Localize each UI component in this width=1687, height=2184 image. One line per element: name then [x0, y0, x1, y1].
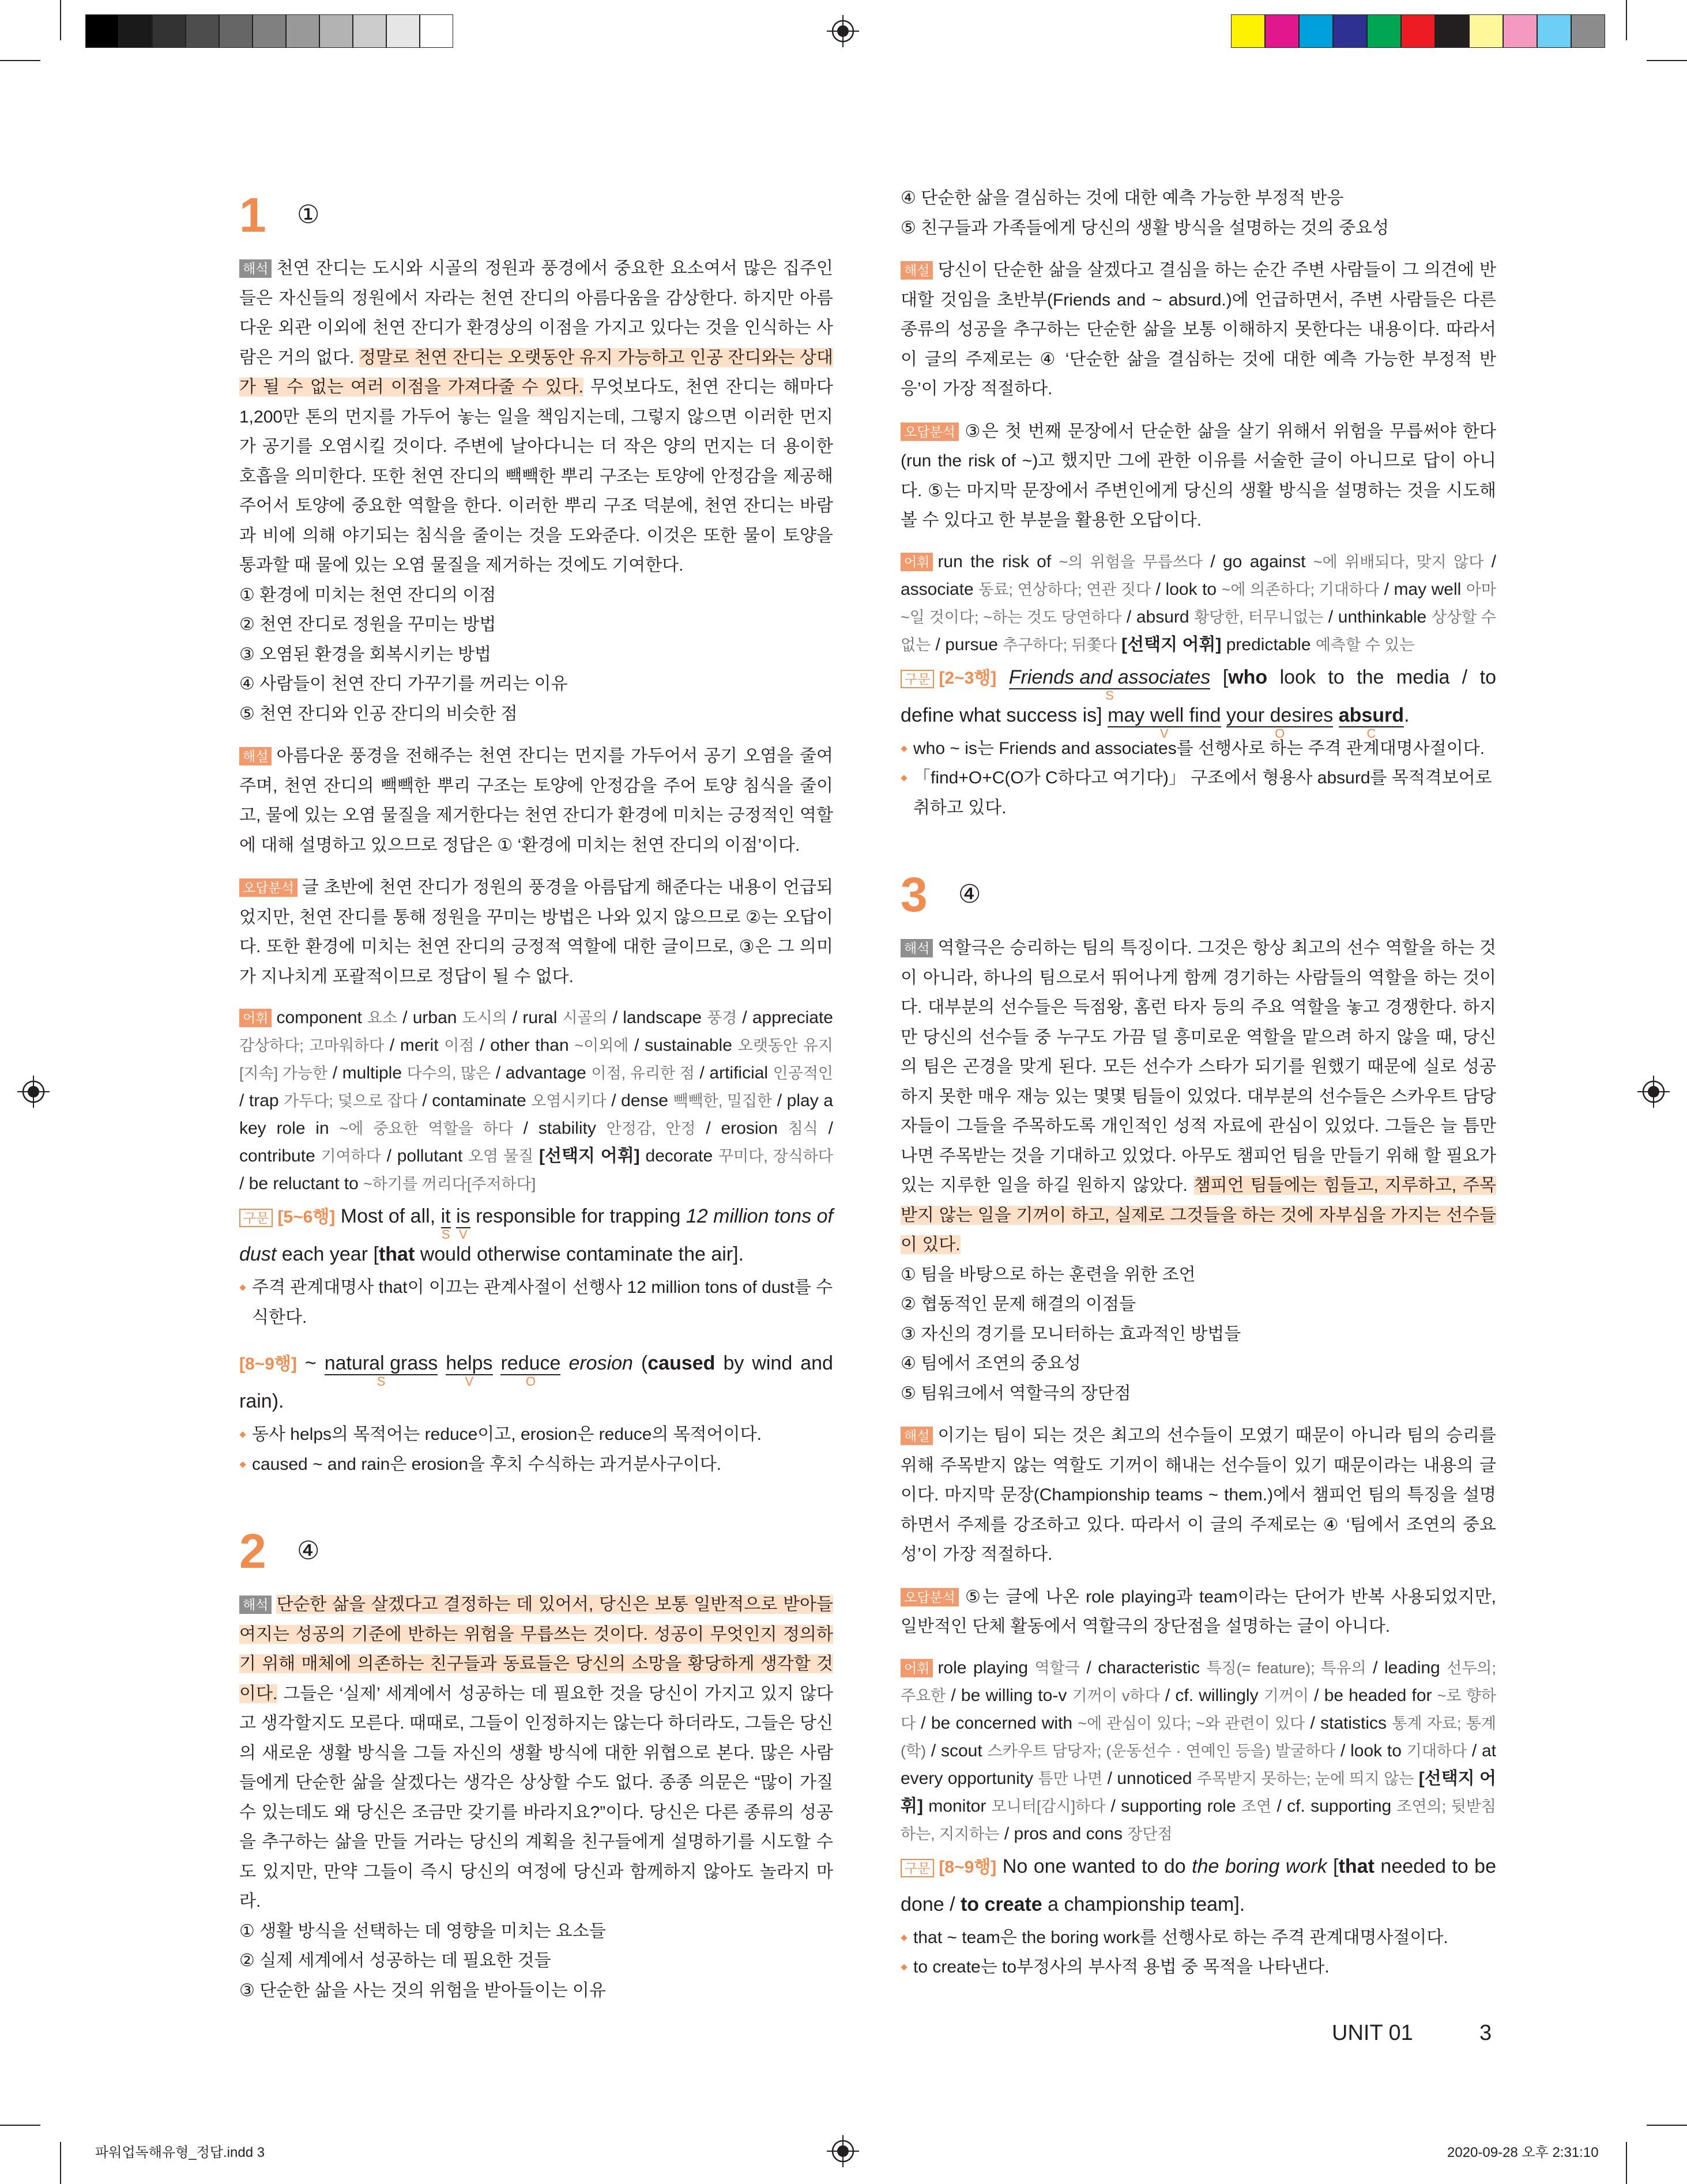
vocab-word: cf. supporting [1287, 1796, 1397, 1816]
wrong-answer-analysis: 오답분석 ⑤는 글에 나온 role playing과 team이라는 단어가 반복 사용되었지만, 일반적인 단체 활동에서 역할극의 장단점을 설명하는 글이 아니다. [901, 1587, 1496, 1636]
vocab-meaning: 스카우트 담당자; (운동선수 · 연예인 등을) 발굴하다 [987, 1742, 1336, 1760]
syntax-analysis: 구문 [8~9행] No one wanted to do the boring work [that needed to be done / to create a championship team]. [901, 1855, 1496, 1915]
translation-paragraph: 해석 천연 잔디는 도시와 시골의 정원과 풍경에서 중요한 요소여서 많은 집주인들은 자신들의 정원에서 자라는 천연 잔디의 아름다움을 감상한다. 하지만 아름다운 외관 이외에 천연 잔디가 환경상의 이점을 가지고 있다는 것을 인식하는 사람은 거의 없다. 정말로 천연 잔디는 오랫동안 유지 가능하고 인공 잔디와는 상대가 될 수 없는 여러 이점을 가져다줄 수 있다. 무엇보다도, 천연 잔디는 해마다 1,200만 톤의 먼지를 가두어 놓는 일을 책임지는데, 그렇지 않으면 이러한 먼지가 공기를 오염시킬 것이다. 주변에 날아다니는 더 작은 양의 먼지는 더 용이한 호흡을 의미한다. 또한 천연 잔디의 빽빽한 뿌리 구조는 토양에 안정감을 제공해 주어서 토양에 중요한 역할을 한다. 이러한 뿌리 구조 덕분에, 천연 잔디는 바람과 비에 의해 야기되는 침식을 줄이는 것을 도와준다. 이것은 또한 물이 토양을 통과할 때 물에 있는 오염 물질을 제거하는 것에도 기여한다. [239, 259, 833, 575]
vocab-word: predictable [1226, 635, 1316, 654]
grayscale-color-bar [85, 14, 453, 48]
slug-timestamp: 2020-09-28 오후 2:31:10 [1447, 2145, 1599, 2160]
question-number: 3 [901, 867, 928, 922]
option-item: ② 실제 세계에서 성공하는 데 필요한 것들 [239, 1951, 551, 1970]
vocab-meaning: 동료; 연상하다; 연관 짓다 [978, 580, 1151, 598]
syntax-note: that ~ team은 the boring work를 선행사로 하는 주격 관계대명사절이다. [901, 1923, 1496, 1953]
vocab-meaning: 기여하다 [321, 1148, 381, 1165]
vocab-meaning: ~에 의존하다; 기대하다 [1221, 580, 1380, 598]
syntax-analysis: 구문 [5~6행] Most of all, it S is V responsible for trapping 12 million tons of dust each year [that would otherwise contaminate the air]. [239, 1205, 833, 1265]
vocab-word: at every opportunity [901, 1741, 1496, 1788]
verb-marker: is V [456, 1205, 470, 1242]
vocab-meaning: 꾸미다, 장식하다 [718, 1148, 833, 1165]
vocab-meaning: ~의 위험을 무릅쓰다 [1059, 553, 1203, 571]
option-list [239, 580, 833, 729]
vocabulary-list: 어휘 run the risk of ~의 위험을 무릅쓰다 / go against ~에 위배되다, 맞지 않다 / associate 동료; 연상하다; 연관 짓다 / look to ~에 의존하다; 기대하다 / may well 아마 ~일 것이다; ~하는 것도 당연하다 / absurd 황당한, 터무니없는 / unthinkable 상상할 수 없는 / pursue 추구하다; 뒤쫓다 [선택지 어휘] predictable 예측할 수 있는 [901, 552, 1497, 654]
subject-marker: natural grass S [324, 1352, 438, 1389]
vocab-word: trap [248, 1091, 284, 1110]
vocab-word: be headed for [1324, 1685, 1437, 1705]
question-1-header [239, 183, 833, 247]
translation-paragraph: 해석 역할극은 승리하는 팀의 특징이다. 그것은 항상 최고의 선수 역할을 하는 것이 아니라, 하나의 팀으로서 뛰어나게 함께 경기하는 사람들의 역할을 하는 것이다. 대부분의 선수들은 득점왕, 홈런 타자 등의 주요 역할을 놓고 경쟁한다. 하지만 당신의 선수들 중 누구도 가끔 덜 흥미로운 역할을 맡으려 하지 않을 때, 당신의 팀은 곤경을 맞게 된다. 모든 선수가 스타가 되기를 원했기 때문에 실로 성공하지 못한 매우 재능 있는 몇몇 팀들이 있었다. 대부분의 선수들은 스카우트 담당자들이 그들을 주목하도록 개인적인 성적 자료에 관심이 있었다. 그들은 늘 틈만 나면 주목받는 것을 기대하고 있었다. 아무도 챔피언 팀을 만들기 위해 할 필요가 있는 지루한 일을 하길 원하지 않았다. 챔피언 팀들에는 힘들고, 지루하고, 주목받지 않는 일을 기꺼이 하고, 실제로 그것들을 하는 것에 자부심을 가지는 선수들이 있다. [901, 938, 1496, 1254]
syntax-note: caused ~ and rain은 erosion을 후치 수식하는 과거분사구이다. [239, 1450, 833, 1480]
vocab-word: be concerned with [931, 1713, 1078, 1733]
vocab-meaning: 기대하다 [1406, 1742, 1467, 1760]
wrong-answer-analysis: 오답분석 ③은 첫 번째 문장에서 단순한 삶을 살기 위해서 위험을 무릅써야 한다(run the risk of ~)고 했지만 그에 관한 이유를 서술한 글이 아니므로 답이 아니다. ⑤는 마지막 문장에서 주변인에게 당신의 생활 방식을 설명하는 것을 시도해 볼 수 있다고 한 부분을 활용한 오답이다. [901, 421, 1496, 530]
syntax-note: 주격 관계대명사 that이 이끄는 관계사절이 선행사 12 million tons of dust를 수식한다. [239, 1273, 833, 1332]
vocab-word: associate [901, 579, 979, 599]
vocab-meaning: 오염 물질 [468, 1148, 534, 1165]
crop-mark [60, 0, 61, 40]
translation-paragraph: 해석 단순한 삶을 살겠다고 결정하는 데 있어서, 당신은 보통 일반적으로 받아들여지는 성공의 기준에 반하는 위험을 무릅쓰는 것이다. 성공이 무엇인지 정의하기 위해 매체에 의존하는 친구들과 동료들은 당신의 소망을 황당하게 생각할 것이다. 그들은 ‘실제’ 세계에서 성공하는 데 필요한 것을 당신이 가지고 있지 않다고 생각할지도 모른다. 때때로, 그들이 인정하지는 않는다 하더라도, 그들은 당신의 새로운 생활 방식을 그들 자신의 생활 방식에 대한 위협으로 본다. 많은 사람들에게 단순한 삶을 살겠다는 생각은 상상할 수도 없다. 종종 의문은 “많이 가질 수 있는데도 왜 당신은 조금만 갖기를 바라지요?”이다. 당신은 다른 종류의 성공을 추구하는 삶을 만들 거라는 당신의 계획을 친구들에게 설명하기를 시도할 수도 있지만, 만약 그들이 즉시 당신의 여정에 당신과 함께하지 않아도 놀라지 마라. [239, 1595, 833, 1911]
vocab-choice-label: [선택지 어휘] [1116, 635, 1226, 654]
subject-marker: it S [440, 1205, 451, 1242]
vocabulary-tag: 어휘 [239, 1009, 272, 1027]
vocab-word: absurd [1136, 607, 1195, 627]
option-list [239, 1917, 833, 2006]
option-item: ③ 오염된 환경을 회복시키는 방법 [239, 644, 491, 664]
explanation-paragraph: 해설 이기는 팀이 되는 것은 최고의 선수들이 모였기 때문이 아니라 팀의 승리를 위해 주목받지 않는 역할도 기꺼이 해내는 선수들이 있기 때문이라는 내용의 글이다. 마지막 문장(Championship teams ~ them.)에서 챔피언 팀의 특징을 설명하면서 주제를 강조하고 있다. 따라서 이 글의 주제로는 ④ ‘팀에서 조연의 중요성’이 가장 적절하다. [901, 1426, 1496, 1564]
highlighted-sentence: 정말로 천연 잔디는 오랫동안 유지 가능하고 인공 잔디와는 상대가 될 수 없는 여러 이점을 가져다줄 수 있다. [239, 348, 833, 397]
wrong-answer-tag: 오답분석 [239, 878, 298, 897]
registration-mark-icon [827, 2135, 859, 2167]
vocab-word: leading [1384, 1658, 1447, 1677]
option-item: ⑤ 천연 잔디와 인공 잔디의 비슷한 점 [239, 704, 518, 723]
vocab-word: scout [940, 1741, 988, 1760]
option-item: ① 팀을 바탕으로 하는 훈련을 위한 조언 [901, 1265, 1196, 1284]
syntax-analysis: [8~9행] ~ natural grass S helps V reduce O erosion (caused by wind and rain). [239, 1352, 833, 1412]
vocab-word: unnoticed [1117, 1768, 1197, 1788]
syntax-note: 「find+O+C(O가 C하다고 여기다)」 구조에서 형용사 absurd를 목적격보어로 취하고 있다. [901, 763, 1496, 823]
vocab-word: cf. willingly [1175, 1685, 1264, 1705]
translation-tag: 해석 [239, 1595, 272, 1614]
option-list [901, 1260, 1496, 1409]
translation-tag: 해석 [239, 259, 272, 278]
object-marker: your desires O [1226, 704, 1334, 741]
vocab-word: sustainable [645, 1036, 738, 1055]
vocab-meaning: 통계 자료; 통계(학) [901, 1714, 1496, 1760]
crop-mark [0, 2125, 40, 2126]
vocab-choice-label: [선택지 어휘] [901, 1768, 1496, 1816]
subject-marker: Friends and associates S [1008, 666, 1211, 703]
syntax-note: who ~ is는 Friends and associates를 선행사로 하는 주격 관계대명사절이다. [901, 734, 1496, 764]
vocab-word: pros and cons [1014, 1824, 1128, 1843]
object-marker: reduce O [500, 1352, 561, 1389]
left-column [239, 183, 833, 2005]
vocab-meaning: 요소 [367, 1009, 398, 1027]
vocab-meaning: 아마 ~일 것이다; ~하는 것도 당연하다 [901, 580, 1497, 626]
question-3-header [901, 863, 1496, 926]
translation-tag: 해석 [901, 939, 933, 957]
wrong-answer-tag: 오답분석 [901, 423, 959, 441]
crop-mark [0, 60, 40, 61]
vocab-meaning: 모니터[감시]하다 [991, 1797, 1106, 1815]
vocab-meaning: 감상하다; 고마워하다 [239, 1037, 385, 1054]
vocab-meaning: 인공적인 [773, 1065, 833, 1082]
vocab-word: stability [538, 1119, 607, 1138]
vocab-word: be willing to-v [961, 1685, 1072, 1705]
verb-marker: may well find V [1108, 704, 1221, 741]
vocab-meaning: 조연의; 뒷받침하는, 지지하는 [901, 1797, 1496, 1843]
vocab-meaning: 다수의, 많은 [406, 1065, 491, 1082]
vocab-word: dense [621, 1091, 673, 1110]
option-item: ② 협동적인 문제 해결의 이점들 [901, 1295, 1136, 1314]
question-number: 2 [239, 1524, 266, 1578]
answer-choice: ④ [958, 880, 981, 908]
registration-mark-icon [827, 15, 859, 47]
vocab-word: multiple [342, 1063, 407, 1082]
vocab-word: look to [1165, 579, 1222, 599]
crop-mark [1626, 2142, 1627, 2184]
option-item: ④ 단순한 삶을 결심하는 것에 대한 예측 가능한 부정적 반응 [901, 188, 1344, 208]
explanation-tag: 해설 [239, 747, 272, 765]
vocab-word: pollutant [397, 1146, 468, 1165]
vocab-meaning: 기꺼이 v하다 [1072, 1687, 1160, 1704]
vocab-meaning: ~에 위배되다, 맞지 않다 [1313, 553, 1484, 571]
explanation-tag: 해설 [901, 1427, 933, 1445]
vocab-meaning: 주목받지 못하는; 눈에 띄지 않는 [1196, 1770, 1414, 1787]
slug-filename: 파워업독해유형_정답.indd 3 [95, 2145, 265, 2160]
verb-marker: helps V [446, 1352, 493, 1389]
vocabulary-tag: 어휘 [901, 1659, 933, 1677]
vocab-word: monitor [928, 1796, 992, 1816]
option-item: ① 생활 방식을 선택하는 데 영향을 미치는 요소들 [239, 1921, 606, 1941]
option-item: ② 천연 잔디로 정원을 꾸미는 방법 [239, 615, 496, 634]
vocab-meaning: 장단점 [1127, 1825, 1173, 1843]
syntax-tag: 구문 [901, 1859, 934, 1877]
syntax-tag: 구문 [901, 670, 934, 688]
vocab-word: urban [412, 1008, 462, 1027]
vocab-meaning: 도시의 [462, 1009, 507, 1027]
registration-mark-icon [17, 1076, 50, 1108]
crop-mark [1626, 0, 1627, 40]
right-column [901, 183, 1496, 1982]
question-number: 1 [239, 188, 266, 242]
vocab-word: characteristic [1098, 1658, 1207, 1677]
vocab-word: erosion [721, 1119, 788, 1138]
vocab-word: contaminate [432, 1091, 532, 1110]
vocab-meaning: ~에 중요한 역할을 하다 [339, 1120, 513, 1137]
highlighted-sentence: 단순한 삶을 살겠다고 결정하는 데 있어서, 당신은 보통 일반적으로 받아들여지는 성공의 기준에 반하는 위험을 무릅쓰는 것이다. 성공이 무엇인지 정의하기 위해 매체에 의존하는 친구들과 동료들은 당신의 소망을 황당하게 생각할 것이다. [239, 1595, 833, 1703]
option-item: ⑤ 팀워크에서 역할극의 장단점 [901, 1383, 1131, 1403]
vocab-choice-label: [선택지 어휘] [533, 1146, 646, 1165]
cmyk-color-bar [1231, 14, 1605, 48]
vocab-meaning: 틈만 나면 [1038, 1770, 1103, 1787]
vocab-word: look to [1350, 1741, 1407, 1760]
vocabulary-list: 어휘 component 요소 / urban 도시의 / rural 시골의 / landscape 풍경 / appreciate 감상하다; 고마워하다 / merit 이점 / other than ~이외에 / sustainable 오랫동안 유지[지속] 가능한 / multiple 다수의, 많은 / advantage 이점, 유리한 점 / artificial 인공적인 / trap 가두다; 덫으로 잡다 / contaminate 오염시키다 / dense 빽빽한, 밀집한 / play a key role in ~에 중요한 역할을 하다 / stability 안정감, 안정 / erosion 침식 / contribute 기여하다 / pollutant 오염 물질 [선택지 어휘] decorate 꾸미다, 장식하다 / be reluctant to ~하기를 꺼리다[주저하다] [239, 1008, 833, 1193]
vocab-meaning: 이점, 유리한 점 [591, 1065, 695, 1082]
highlighted-sentence: 챔피언 팀들에는 힘들고, 지루하고, 주목받지 않는 일을 기꺼이 하고, 실제로 그것들을 하는 것에 자부심을 가지는 선수들이 있다. [901, 1176, 1496, 1254]
vocab-meaning: 가두다; 덫으로 잡다 [284, 1092, 417, 1110]
vocab-word: supporting role [1121, 1796, 1241, 1816]
explanation-paragraph: 해설 아름다운 풍경을 전해주는 천연 잔디는 먼지를 가두어서 공기 오염을 줄여주며, 천연 잔디의 빽빽한 뿌리 구조는 토양에 안정감을 주어 토양 침식을 줄이고, 물에 있는 오염 물질을 제거한다는 천연 잔디가 환경에 미치는 긍정적인 역할에 대해 설명하고 있으므로 정답은 ① ‘환경에 미치는 천연 잔디의 이점’이다. [239, 746, 833, 855]
option-item: ④ 사람들이 천연 잔디 가꾸기를 꺼리는 이유 [239, 674, 568, 693]
crop-mark [60, 2142, 61, 2184]
explanation-paragraph: 해설 당신이 단순한 삶을 살겠다고 결심을 하는 순간 주변 사람들이 그 의견에 반대할 것임을 초반부(Friends and ~ absurd.)에 언급하면서, 주변 사람들은 다른 종류의 성공을 추구하는 단순한 삶을 보통 이해하지 못한다는 내용이다. 따라서 이 글의 주제로는 ④ ‘단순한 삶을 결심하는 것에 대한 예측 가능한 부정적 반응’이 가장 적절하다. [901, 261, 1496, 398]
vocab-meaning: 시골의 [562, 1009, 608, 1027]
option-item: ① 환경에 미치는 천연 잔디의 이점 [239, 585, 496, 605]
vocabulary-tag: 어휘 [901, 553, 933, 571]
vocab-word: pursue [945, 635, 1003, 654]
vocab-word: run the risk of [937, 552, 1059, 571]
explanation-tag: 해설 [901, 261, 933, 280]
option-list [901, 183, 1496, 243]
vocab-word: role playing [937, 1658, 1035, 1677]
vocab-meaning: 이점 [444, 1037, 475, 1054]
registration-mark-icon [1637, 1076, 1670, 1108]
vocab-meaning: 풍경 [707, 1009, 737, 1027]
vocab-meaning: 조연 [1241, 1797, 1272, 1815]
vocab-meaning: 선두의; 주요한 [901, 1659, 1496, 1704]
vocabulary-list: 어휘 role playing 역할극 / characteristic 특징(= feature); 특유의 / leading 선두의; 주요한 / be willing to-v 기꺼이 v하다 / cf. willingly 기꺼이 / be headed for ~로 향하다 / be concerned with ~에 관심이 있다; ~와 관련이 있다 / statistics 통계 자료; 통계(학) / scout 스카우트 담당자; (운동선수 · 연예인 등을) 발굴하다 / look to 기대하다 / at every opportunity 틈만 나면 / unnoticed 주목받지 못하는; 눈에 띄지 않는 [선택지 어휘] monitor 모니터[감시]하다 / supporting role 조연 / cf. supporting 조연의; 뒷받침하는, 지지하는 / pros and cons 장단점 [901, 1658, 1497, 1843]
vocab-word: statistics [1320, 1713, 1392, 1733]
vocab-meaning: ~에 관심이 있다; ~와 관련이 있다 [1078, 1714, 1305, 1732]
vocab-meaning: 기꺼이 [1263, 1687, 1309, 1704]
crop-mark [1647, 2125, 1687, 2126]
option-item: ⑤ 친구들과 가족들에게 당신의 생활 방식을 설명하는 것의 중요성 [901, 218, 1389, 237]
vocab-meaning: ~로 향하다 [901, 1687, 1497, 1732]
syntax-tag: 구문 [239, 1209, 273, 1227]
vocab-word: go against [1223, 552, 1313, 571]
vocab-meaning: 상상할 수 없는 [901, 608, 1496, 654]
vocab-word: rural [522, 1008, 563, 1027]
page-number: 3 [1479, 2021, 1492, 2045]
vocab-word: may well [1394, 579, 1466, 599]
vocab-meaning: 황당한, 터무니없는 [1194, 608, 1324, 626]
answer-choice: ① [297, 201, 320, 229]
vocab-word: be reluctant to [248, 1174, 364, 1193]
vocab-meaning: 침식 [788, 1120, 818, 1137]
vocab-meaning: ~하기를 꺼리다[주저하다] [363, 1175, 536, 1193]
vocab-word: landscape [623, 1008, 707, 1027]
vocab-word: artificial [709, 1063, 773, 1082]
syntax-note: to create는 to부정사의 부사적 용법 중 목적을 나타낸다. [901, 1952, 1496, 1982]
vocab-word: appreciate [752, 1008, 833, 1027]
vocab-word: other than [490, 1036, 575, 1055]
vocab-meaning: 안정감, 안정 [606, 1120, 696, 1137]
syntax-analysis: 구문 [2~3행] Friends and associates S [who look to the media / to define what success is] may well find V your desires O absurd C . [901, 666, 1496, 741]
vocab-meaning: 특징(= feature); 특유의 [1206, 1659, 1366, 1677]
vocab-meaning: 예측할 수 있는 [1315, 636, 1415, 654]
crop-mark [1647, 60, 1687, 61]
option-item: ③ 단순한 삶을 사는 것의 위험을 받아들이는 이유 [239, 1981, 606, 2000]
vocab-meaning: 역할극 [1034, 1659, 1080, 1677]
vocab-meaning: 추구하다; 뒤쫓다 [1003, 636, 1117, 654]
vocab-word: advantage [505, 1063, 592, 1082]
wrong-answer-tag: 오답분석 [901, 1588, 959, 1606]
vocab-word: merit [400, 1036, 445, 1055]
vocab-word: unthinkable [1338, 607, 1432, 627]
vocab-word: contribute [239, 1146, 321, 1165]
unit-label: UNIT 01 [1332, 2021, 1413, 2045]
vocab-meaning: ~이외에 [574, 1037, 629, 1054]
complement-marker: absurd C [1338, 704, 1404, 741]
question-2-header [239, 1519, 833, 1583]
answer-choice: ④ [297, 1537, 320, 1565]
syntax-note: 동사 helps의 목적어는 reduce이고, erosion은 reduce의 목적어이다. [239, 1420, 833, 1450]
vocab-meaning: 오랫동안 유지[지속] 가능한 [239, 1037, 833, 1082]
vocab-meaning: 오염시키다 [531, 1092, 607, 1110]
option-item: ③ 자신의 경기를 모니터하는 효과적인 방법들 [901, 1324, 1241, 1344]
vocab-word: decorate [645, 1146, 718, 1165]
vocab-meaning: 빽빽한, 밀집한 [673, 1092, 773, 1110]
wrong-answer-analysis: 오답분석 글 초반에 천연 잔디가 정원의 풍경을 아름답게 해준다는 내용이 언급되었지만, 천연 잔디를 통해 정원을 꾸미는 방법은 나와 있지 않으므로 ②는 오답이다. 또한 환경에 미치는 천연 잔디의 긍정적 역할에 대한 글이므로, ③은 그 의미가 지나치게 포괄적이므로 정답이 될 수 없다. [239, 878, 833, 986]
option-item: ④ 팀에서 조연의 중요성 [901, 1354, 1081, 1373]
vocab-word: component [276, 1008, 367, 1027]
vocab-word: play a key role in [239, 1091, 833, 1138]
